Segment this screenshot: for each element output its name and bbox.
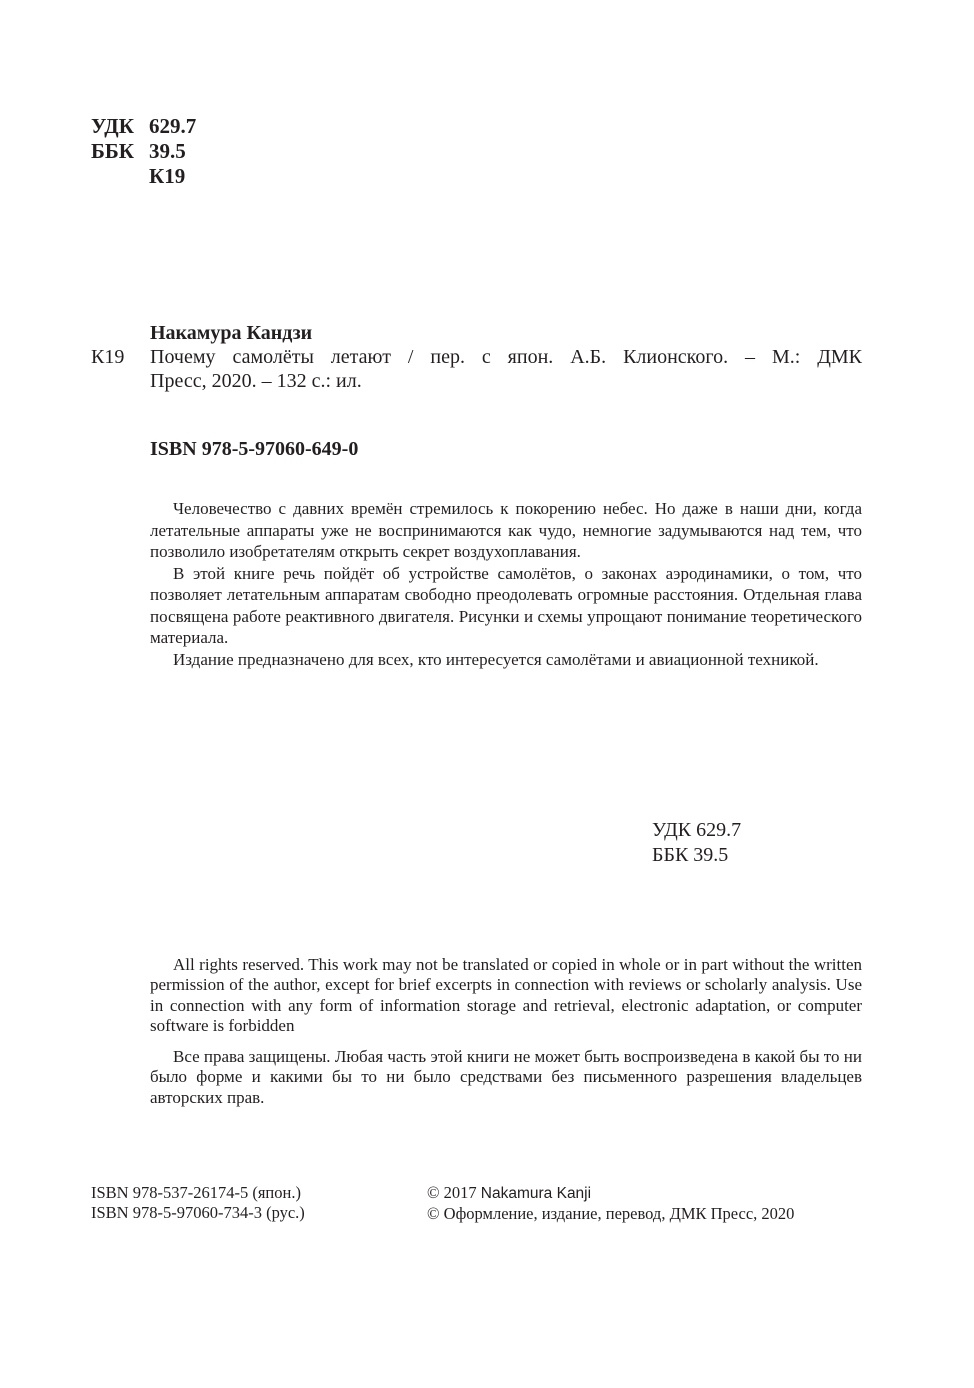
udk-value: 629.7	[149, 114, 197, 138]
copyright-author	[427, 1183, 794, 1204]
isbn-main: ISBN 978-5-97060-649-0	[150, 438, 359, 460]
annotation-paragraph: Человечество с давних времён стремилось к покорению небес. Но даже в наши дни, когда летательные аппараты уже не воспринимаются как чудо, немногие задумываются над тем, что позволило изобретателям открыть секрет воздухоплавания.	[150, 499, 862, 561]
rights-russian-text: Все права защищены. Любая часть этой книги не может быть воспроизведена в какой бы то ни было форме и какими бы то ни было средствами без письменного разрешения владельцев авторских прав.	[150, 1047, 862, 1107]
rights-russian	[150, 1047, 862, 1108]
biblio-line-2: Пресс, 2020. – 132 с.: ил.	[150, 370, 362, 392]
bibliographic-record	[150, 345, 862, 393]
udk-label: УДК	[91, 114, 134, 138]
author-mark: К19	[149, 164, 186, 188]
udk-bottom: УДК 629.7	[652, 819, 742, 841]
bbk-bottom: ББК 39.5	[652, 844, 729, 866]
isbn-japanese: ISBN 978-537-26174-5 (япон.)	[91, 1183, 301, 1202]
biblio-line-1: Почему самолёты летают / пер. с япон. А.Б. Клионского. – М.: ДМК	[150, 346, 862, 368]
copyright-author-year: © 2017	[427, 1183, 481, 1202]
copyright-list	[427, 1183, 794, 1224]
rights-english-text: All rights reserved. This work may not be translated or copied in whole or in part without the written permission of the author, except for brief excerpts in connection with reviews or scholarly analysis. Use in connection with any form of information storage and retrieval, electronic adaptation, or computer software is forbidden	[150, 955, 862, 1035]
bbk-label: ББК	[91, 139, 134, 163]
isbn-list	[91, 1183, 305, 1223]
author-mark-row	[91, 164, 196, 189]
biblio-code: К19	[91, 346, 125, 368]
annotation-paragraph: В этой книге речь пойдёт об устройстве самолётов, о законах аэродинамики, о том, что позволяет летательным аппаратам свободно преодолевать огромные расстояния. Отдельная глава посвящена работе реактивного двигателя. Рисунки и схемы упрощают понимание теоретического материала.	[150, 563, 862, 647]
bbk-row	[91, 139, 196, 164]
classification-bottom	[652, 818, 741, 868]
rights-english	[150, 955, 862, 1036]
author-name: Накамура Кандзи	[150, 322, 313, 344]
classification-block	[91, 114, 196, 189]
copyright-author-name: Nakamura Kanji	[480, 1185, 592, 1202]
annotation	[150, 498, 862, 670]
copyright-publisher: © Оформление, издание, перевод, ДМК Пресс, 2020	[427, 1204, 795, 1223]
annotation-paragraph: Издание предназначено для всех, кто интересуется самолётами и авиационной техникой.	[173, 649, 819, 669]
udk-row	[91, 114, 196, 139]
isbn-russian: ISBN 978-5-97060-734-3 (рус.)	[91, 1203, 305, 1222]
bbk-value: 39.5	[149, 139, 186, 163]
